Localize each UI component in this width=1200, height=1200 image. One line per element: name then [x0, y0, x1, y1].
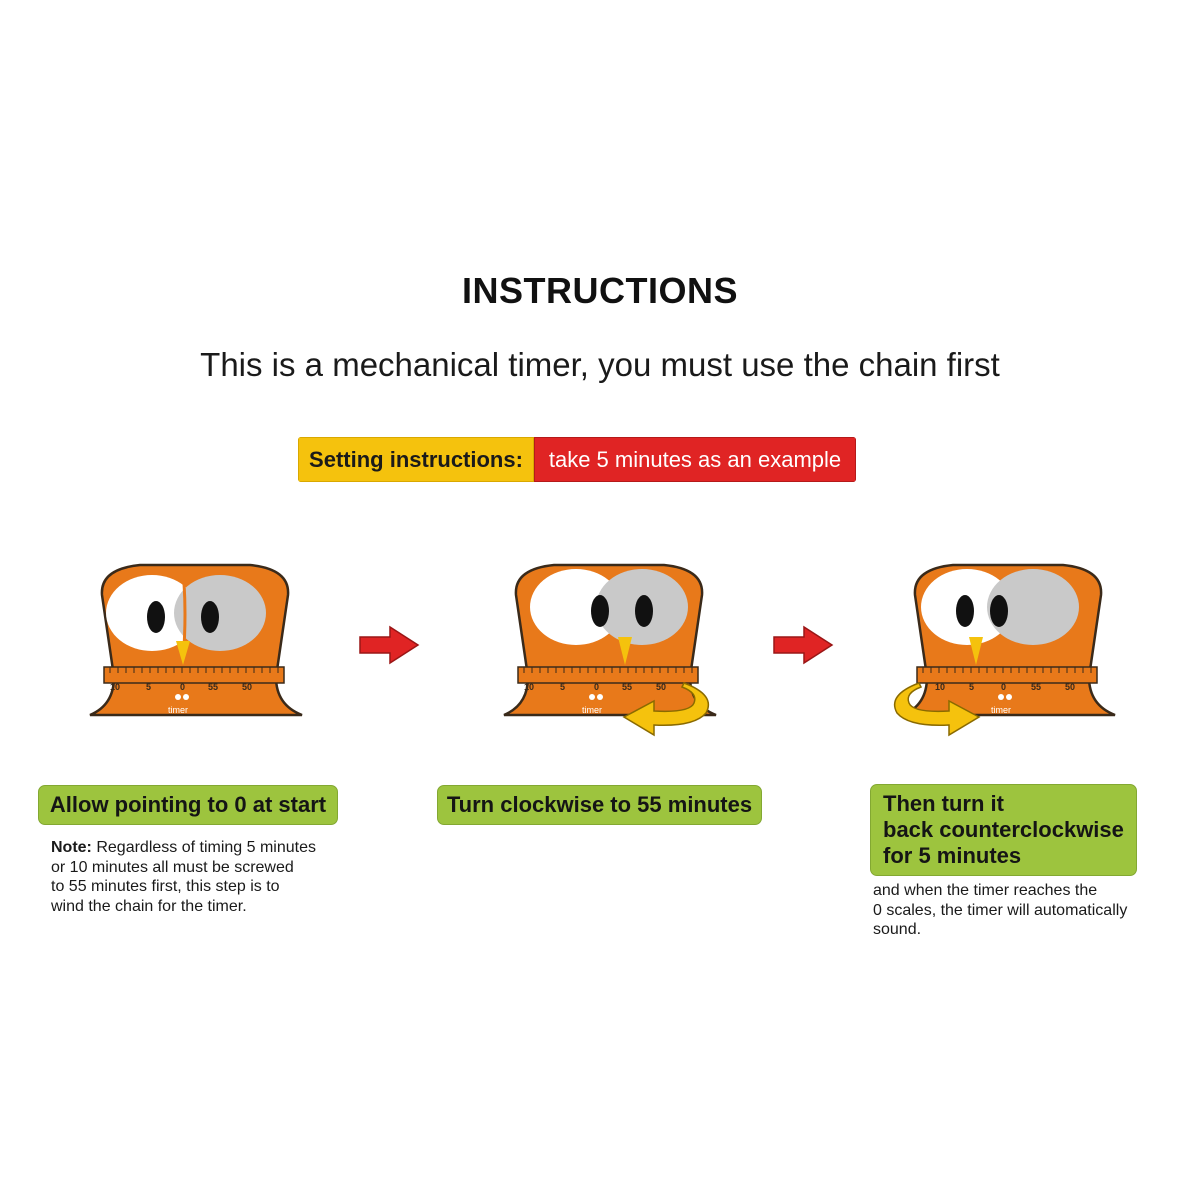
dial-scale-55: 55 [622, 682, 633, 692]
dial-scale-0: 0 [1001, 682, 1007, 692]
dial-scale-50: 50 [1065, 682, 1076, 692]
setting-instructions-bar [298, 437, 856, 482]
owl-timer-step1-image [80, 555, 310, 735]
dial-scale-10: 10 [524, 682, 535, 692]
page-title: INSTRUCTIONS [462, 270, 738, 311]
dial-scale-10: 10 [110, 682, 121, 692]
note-prefix: Note: [51, 839, 92, 856]
owl-left-pupil [591, 595, 609, 627]
dial-scale-band [518, 667, 698, 683]
dial-scale-band [104, 667, 284, 683]
owl-timer-step3-image [885, 555, 1120, 740]
owl-timer-step2-image [494, 555, 724, 740]
step3-label-line: back counterclockwise [883, 817, 1124, 842]
step3-note-line: and when the timer reaches the [873, 882, 1098, 899]
dial-scale-55: 55 [208, 682, 219, 692]
step3-note-line: 0 scales, the timer will automatically [873, 901, 1128, 919]
setting-instructions-label: Setting instructions: [298, 437, 534, 482]
brand-logo: timer [582, 705, 602, 715]
step1-label: Allow pointing to 0 at start [38, 785, 338, 825]
step1-note-line: wind the chain for the timer. [51, 897, 247, 915]
step3-label-line: for 5 minutes [883, 843, 1022, 868]
dial-scale-5: 5 [560, 682, 566, 692]
step1-note-line [51, 838, 316, 858]
dial-scale-10: 10 [935, 682, 946, 692]
dial-scale-0: 0 [594, 682, 600, 692]
dial-scale-50: 50 [242, 682, 253, 692]
dial-scale-50: 50 [656, 682, 667, 692]
note-text: Regardless of timing 5 minutes [91, 839, 316, 856]
step1-note-line: to 55 minutes first, this step is to [51, 878, 280, 895]
step3-label [870, 784, 1137, 876]
step3-note-line: sound. [873, 921, 922, 938]
brand-logo-eye-left [175, 694, 181, 700]
dial-scale-0: 0 [180, 682, 186, 692]
step1-note-line: or 10 minutes all must be screwed [51, 858, 294, 876]
step-arrow-right-icon [358, 625, 420, 665]
owl-left-pupil [956, 595, 974, 627]
step3-note [873, 881, 1127, 940]
owl-right-eye [174, 575, 266, 651]
owl-right-pupil [201, 601, 219, 633]
dial-scale-5: 5 [146, 682, 152, 692]
dial-scale-band [917, 667, 1097, 683]
dial-scale-55: 55 [1031, 682, 1042, 692]
brand-logo: timer [168, 705, 188, 715]
step1-note [51, 838, 316, 916]
step2-label: Turn clockwise to 55 minutes [437, 785, 762, 825]
owl-right-pupil [635, 595, 653, 627]
step-arrow-right-icon-2 [772, 625, 834, 665]
setting-instructions-example: take 5 minutes as an example [534, 437, 856, 482]
brand-logo: timer [991, 705, 1011, 715]
dial-scale-5: 5 [969, 682, 975, 692]
owl-left-pupil [147, 601, 165, 633]
owl-right-pupil [990, 595, 1008, 627]
page-subtitle: This is a mechanical timer, you must use the chain first [200, 346, 1000, 383]
step3-label-line: Then turn it [883, 791, 1004, 816]
